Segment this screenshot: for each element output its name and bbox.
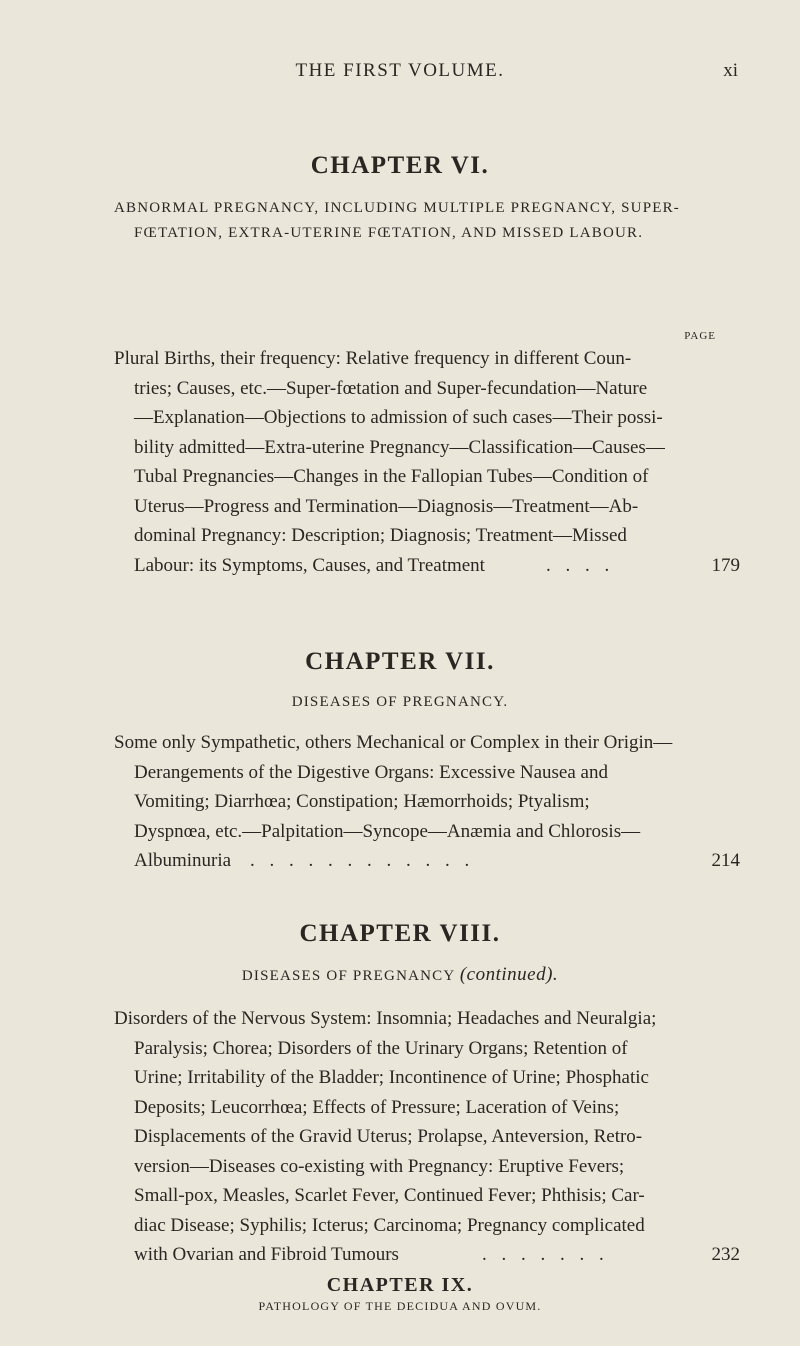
- summary-line: tries; Causes, etc.—Super-fœtation and Super-fecundation—Nature: [134, 377, 648, 399]
- dot-leader: . . . . . . . . . . . .: [250, 850, 475, 871]
- summary-line-text: Albuminuria: [134, 850, 232, 871]
- summary-line: Urine; Irritability of the Bladder; Incontinence of Urine; Phosphatic: [134, 1067, 649, 1088]
- chapter-heading: CHAPTER IX.: [326, 1274, 474, 1296]
- summary-line: dominal Pregnancy: Description; Diagnosis; Treatment—Missed: [134, 525, 627, 546]
- page-number: 232: [711, 1244, 740, 1265]
- chapter-heading: CHAPTER VIII.: [299, 920, 501, 947]
- page-number: 179: [711, 554, 740, 576]
- summary-last-line: [0, 846, 800, 876]
- chapter-subtitle-line: PATHOLOGY OF THE DECIDUA AND OVUM.: [258, 1299, 542, 1313]
- chapter-6: [0, 150, 800, 246]
- summary-line: Dyspnœa, etc.—Palpitation—Syncope—Anæmia and Chlorosis—: [134, 820, 641, 842]
- summary-line: Displacements of the Gravid Uterus; Prolapse, Anteversion, Retro-: [134, 1126, 643, 1147]
- chapter-subtitle-continued: (continued).: [459, 964, 559, 985]
- summary-line: Disorders of the Nervous System: Insomnia; Headaches and Neuralgia;: [114, 1008, 657, 1029]
- summary-line-text: with Ovarian and Fibroid Tumours: [134, 1244, 399, 1265]
- summary-line: Vomiting; Diarrhœa; Constipation; Hæmorrhoids; Ptyalism;: [134, 791, 590, 812]
- running-title: THE FIRST VOLUME.: [295, 60, 505, 81]
- page-folio: xi: [723, 60, 738, 81]
- summary-last-line: [0, 1240, 800, 1270]
- summary-line: bility admitted—Extra-uterine Pregnancy—Classification—Causes—: [134, 436, 665, 458]
- page-column-label: PAGE: [684, 330, 716, 342]
- chapter-heading: CHAPTER VII.: [305, 648, 495, 675]
- summary-line: Some only Sympathetic, others Mechanical or Complex in their Origin—: [114, 732, 673, 753]
- summary-line: Deposits; Leucorrhœa; Effects of Pressure; Laceration of Veins;: [134, 1096, 620, 1118]
- summary-line: Derangements of the Digestive Organs: Excessive Nausea and: [134, 761, 608, 783]
- chapter-7-summary: [0, 728, 800, 876]
- summary-line: Uterus—Progress and Termination—Diagnosis—Treatment—Ab-: [134, 495, 639, 517]
- summary-line: version—Diseases co-existing with Pregnancy: Eruptive Fevers;: [134, 1155, 625, 1177]
- chapter-subtitle-line: DISEASES OF PREGNANCY.: [291, 694, 509, 710]
- running-head: [0, 58, 800, 84]
- summary-last-line: [0, 551, 800, 581]
- chapter-subtitle-line: ABNORMAL PREGNANCY, INCLUDING MULTIPLE PREGNANCY, SUPER-: [114, 200, 681, 216]
- chapter-8: [0, 918, 800, 989]
- chapter-8-summary: [0, 1004, 800, 1270]
- chapter-subtitle-line: FŒTATION, EXTRA-UTERINE FŒTATION, AND MISSED LABOUR.: [134, 225, 644, 241]
- summary-line: Tubal Pregnancies—Changes in the Fallopian Tubes—Condition of: [134, 466, 649, 487]
- chapter-9: [0, 1273, 800, 1315]
- chapter-6-summary: [0, 344, 800, 580]
- summary-line: —Explanation—Objections to admission of such cases—Their possi-: [134, 407, 663, 428]
- summary-line: Paralysis; Chorea; Disorders of the Urinary Organs; Retention of: [134, 1037, 628, 1059]
- chapter-7: [0, 646, 800, 715]
- chapter-heading: CHAPTER VI.: [310, 152, 490, 179]
- chapter-subtitle-main: DISEASES OF PREGNANCY: [241, 968, 455, 984]
- chapter-subtitle-line: [0, 962, 800, 989]
- summary-line-text: Labour: its Symptoms, Causes, and Treatment: [134, 554, 485, 576]
- summary-line: Small-pox, Measles, Scarlet Fever, Continued Fever; Phthisis; Car-: [134, 1185, 645, 1206]
- summary-line: Plural Births, their frequency: Relative frequency in different Coun-: [114, 348, 632, 369]
- dot-leader: . . . .: [546, 554, 615, 576]
- summary-line: diac Disease; Syphilis; Icterus; Carcinoma; Pregnancy complicated: [134, 1214, 645, 1236]
- page-number: 214: [711, 850, 740, 871]
- dot-leader: . . . . . . .: [482, 1244, 609, 1265]
